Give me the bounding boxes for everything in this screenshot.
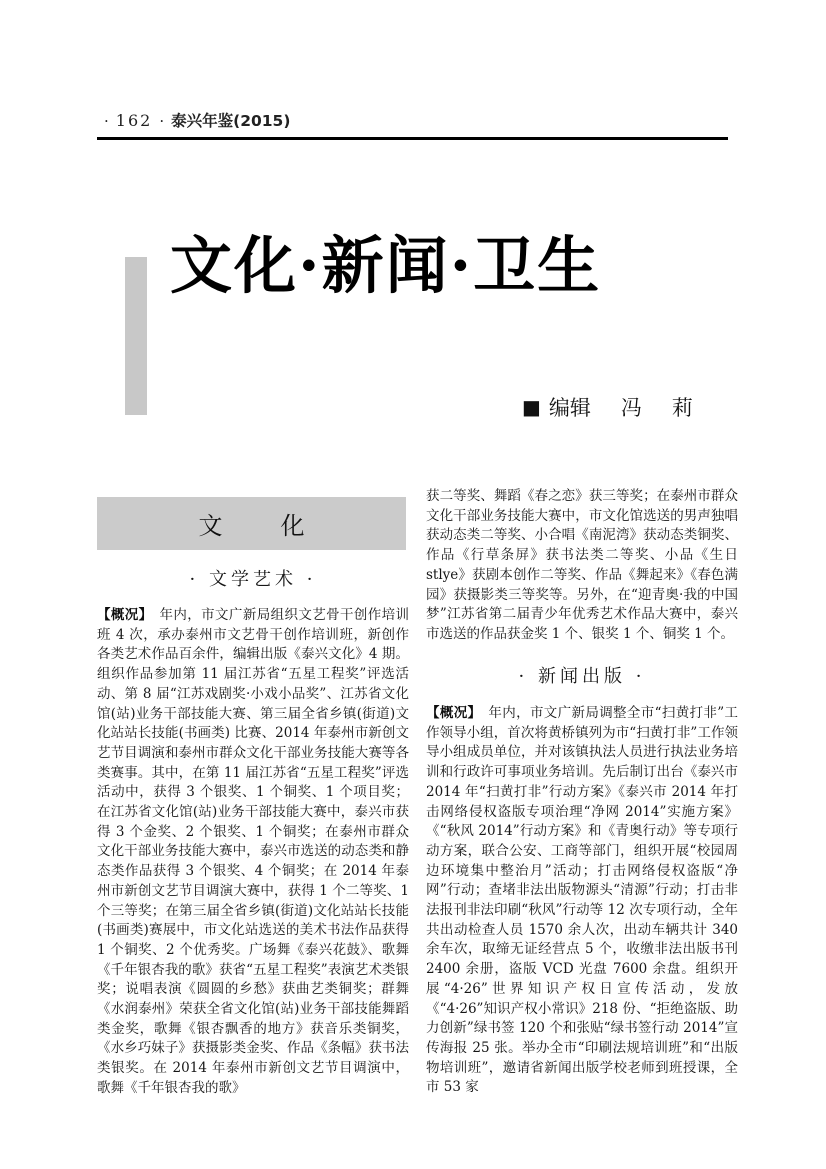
- subsection-title-literature: · 文学艺术 ·: [189, 569, 317, 590]
- section-header-char-1: 文: [198, 512, 223, 540]
- editor-name-second: 莉: [671, 396, 693, 420]
- running-head: [97, 109, 290, 131]
- paragraph-news: [426, 704, 738, 1096]
- editor-square-icon: ■: [522, 395, 541, 419]
- header-left-dot: ·: [104, 112, 109, 130]
- paragraph-culture-col1-text: 年内，市文广新局组织文艺骨干创作培训班 4 次，承办泰州市文艺骨干创作培训班，新创作各类艺术作品百余件，编辑出版《泰兴文化》4 期。组织作品参加第 11 届江苏省“五星工程奖”评选活动、第 8 届“江苏戏剧奖·小戏小品奖”、江苏省文化馆(站)业务干部技能大赛、第三届全省乡镇(街道)文化站站长技能(书画类) 比赛、2014 年泰州市新创文艺节目调演和泰州市群众文化干部业务技能大赛等各类赛事。其中，在第 11 届江苏省“五星工程奖”评选活动中，获得 3 个银奖、1 个铜奖、1 个项目奖；在江苏省文化馆(站)业务干部技能大赛中，泰兴市获得 3 个金奖、2 个银奖、1 个铜奖；在泰州市群众文化干部业务技能大赛中，泰兴市选送的动态类和静态类作品获得 3 个银奖、4 个铜奖；在 2014 年泰州市新创文艺节目调演大赛中，获得 1 个二等奖、1 个三等奖；在第三届全省乡镇(街道)文化站站长技能(书画类)赛展中，市文化站选送的美术书法作品获得 1 个铜奖、2 个优秀奖。广场舞《泰兴花鼓》、歌舞《千年银杏我的歌》获省“五星工程奖”表演艺术类银奖；说唱表演《圆圆的乡愁》获曲艺类铜奖；群舞《水润泰州》荣获全省文化馆(站)业务干部技能舞蹈类金奖，歌舞《银杏飘香的地方》获音乐类铜奖，《水乡巧妹子》获摄影类金奖、作品《条幅》获书法类银奖。在 2014 年泰州市新创文艺节目调演中，歌舞《千年银杏我的歌》: [97, 607, 410, 1096]
- editor-name-first: 冯: [620, 396, 642, 420]
- paragraph-culture-col1: [97, 606, 410, 1096]
- section-header-culture: [97, 497, 406, 550]
- editor-line: [522, 392, 693, 422]
- header-rule-divider: [97, 137, 728, 140]
- subsection-title-news: · 新闻出版 ·: [518, 666, 646, 687]
- chapter-title: 文化·新闻·卫生: [170, 229, 602, 302]
- editor-label: 编辑: [548, 396, 591, 420]
- book-title: 泰兴年鉴(2015): [171, 112, 291, 130]
- paragraph-culture-col2: 获二等奖、舞蹈《春之恋》获三等奖；在泰州市群众文化干部业务技能大赛中，市文化馆选送的男声独唱获动态类二等奖、小合唱《南泥湾》获动态类铜奖、作品《行草条屏》获书法类二等奖、小品《生日 stlye》获剧本创作二等奖、作品《舞起来》《春色满园》获摄影类三等奖等。另外，在“迎青奥·我的中国梦”江苏省第二届青少年优秀艺术作品大赛中，泰兴市选送的作品获金奖 1 个、银奖 1 个、铜奖 1 个。: [426, 488, 738, 642]
- overview-label-culture: 【概况】: [97, 607, 153, 623]
- section-header-char-2: 化: [280, 512, 305, 540]
- title-accent-bar: [125, 257, 147, 415]
- overview-label-news: 【概况】: [426, 705, 482, 721]
- paragraph-news-text: 年内，市文广新局调整全市“扫黄打非”工作领导小组，首次将黄桥镇列为市“扫黄打非”工作领导小组成员单位，并对该镇执法人员进行执法业务培训和行政许可事项业务培训。先后制订出台《泰兴市 2014 年“扫黄打非”行动方案》《泰兴市 2014 年打击网络侵权盗版专项治理“净网 2014”实施方案》《“秋风 2014”行动方案》和《青奥行动》等专项行动方案，联合公安、工商等部门，组织开展“校园周边环境集中整治月”活动；打击网络侵权盗版“净网”行动；查堵非法出版物源头“清源”行动；打击非法报刊非法印刷“秋风”行动等 12 次专项行动，全年共出动检查人员 1570 余人次，出动车辆共计 340 余车次，取缔无证经营点 5 个，收缴非法出版书刊 2400 余册，盗版 VCD 光盘 7600 余盘。组织开展“4·26”世界知识产权日宣传活动，发放《“4·26”知识产权小常识》218 份、“拒绝盗版、助力创新”绿书签 120 个和张贴“绿书签行动 2014”宣传海报 25 张。举办全市“印刷法规培训班”和“出版物培训班”，邀请省新闻出版学校老师到班授课，全市 53 家: [426, 705, 738, 1096]
- page-number: 162: [115, 111, 153, 130]
- header-right-dot: ·: [159, 112, 165, 130]
